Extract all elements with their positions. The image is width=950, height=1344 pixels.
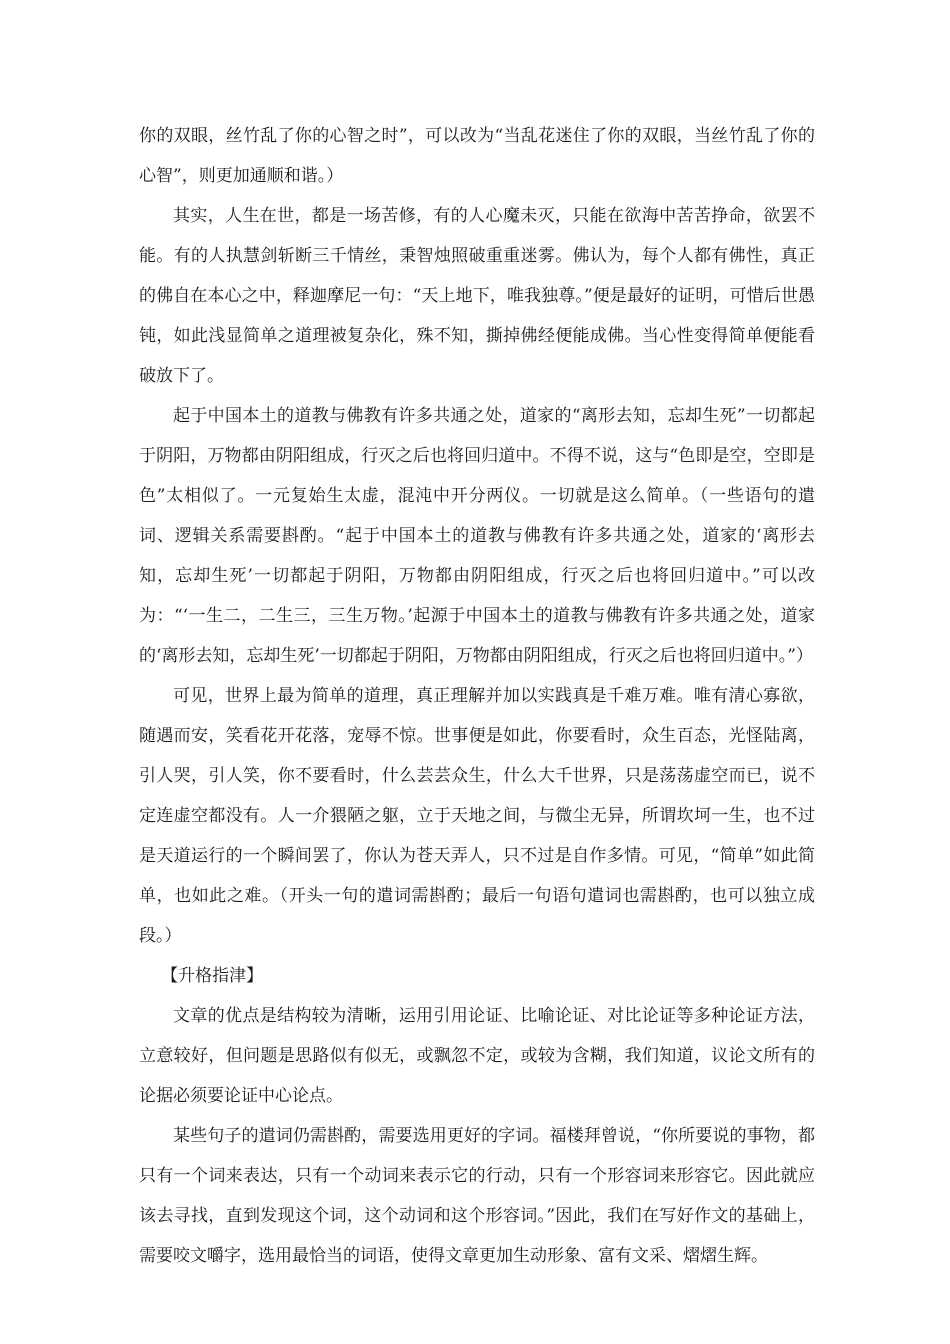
paragraph-taoism: 起于中国本土的道教与佛教有许多共通之处，道家的“离形去知，忘却生死”一切都起于阴阳，万物都由阴阳组成，行灭之后也将回归道中。不得不说，这与“色即是空，空即是色”太相似了。一元复始生太虚，混沌中开分两仪。一切就是这么简单。（一些语句的遣词、逻辑关系需要斟酌。“起于中国本土的道教与佛教有许多共通之处，道家的‘离形去知，忘却生死’一切都起于阴阳，万物都由阴阳组成，行灭之后也将回归道中。”可以改为：“‘一生二，二生三，三生万物。’起源于中国本土的道教与佛教有许多共通之处，道家的‘离形去知，忘却生死’一切都起于阴阳，万物都由阴阳组成，行灭之后也将回归道中。”） xyxy=(139,406,815,666)
section-heading: 【升格指津】 xyxy=(161,966,264,986)
analysis-paragraph-2: 某些句子的遣词仍需斟酌，需要选用更好的字词。福楼拜曾说，“你所要说的事物，都只有一个词来表达，只有一个动词来表示它的行动，只有一个形容词来形容它。因此就应该去寻找，直到发现这个词，这个动词和这个形容词。”因此，我们在写好作文的基础上，需要咬文嚼字，选用最恰当的词语，使得文章更加生动形象、富有文采、熠熠生辉。 xyxy=(139,1126,815,1266)
paragraph-continued: 你的双眼，丝竹乱了你的心智之时”，可以改为“当乱花迷住了你的双眼，当丝竹乱了你的心智”，则更加通顺和谐。） xyxy=(139,126,815,186)
paragraph-buddhism: 其实，人生在世，都是一场苦修，有的人心魔未灭，只能在欲海中苦苦挣命，欲罢不能。有的人执慧剑斩断三千情丝，秉智烛照破重重迷雾。佛认为，每个人都有佛性，真正的佛自在本心之中，释迦摩尼一句：“天上地下，唯我独尊。”便是最好的证明，可惜后世愚钝，如此浅显简单之道理被复杂化，殊不知，撕掉佛经便能成佛。当心性变得简单便能看破放下了。 xyxy=(139,206,815,386)
document-page xyxy=(139,116,815,1276)
analysis-paragraph-1: 文章的优点是结构较为清晰，运用引用论证、比喻论证、对比论证等多种论证方法，立意较好，但问题是思路似有似无，或飘忽不定，或较为含糊，我们知道，议论文所有的论据必须要论证中心论点。 xyxy=(139,1006,815,1106)
paragraph-conclusion: 可见，世界上最为简单的道理，真正理解并加以实践真是千难万难。唯有清心寡欲，随遇而安，笑看花开花落，宠辱不惊。世事便是如此，你要看时，众生百态，光怪陆离，引人哭，引人笑，你不要看时，什么芸芸众生，什么大千世界，只是荡荡虚空而已，说不定连虚空都没有。人一介猥陋之躯，立于天地之间，与微尘无异，所谓坎坷一生，也不过是天道运行的一个瞬间罢了，你认为苍天弄人，只不过是自作多情。可见，“简单”如此简单，也如此之难。（开头一句的遣词需斟酌；最后一句语句遣词也需斟酌，也可以独立成段。） xyxy=(139,686,815,946)
